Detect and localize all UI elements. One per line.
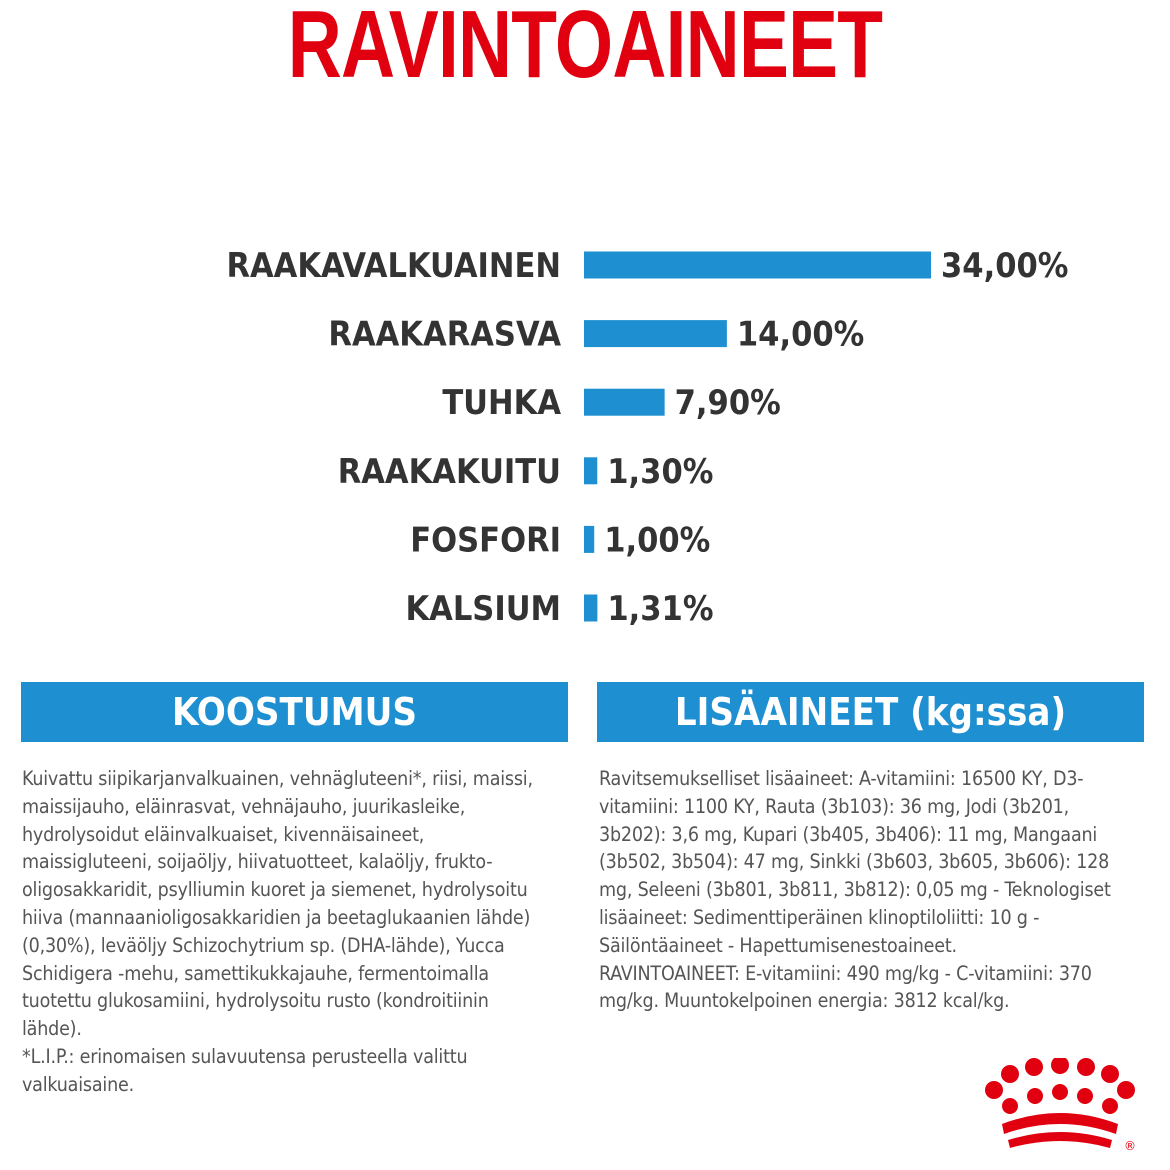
additives-text-block	[599, 765, 1139, 1015]
crown-base	[1008, 1132, 1112, 1148]
bar	[584, 526, 594, 553]
composition-header-label: KOOSTUMUS	[171, 690, 417, 734]
royal-canin-crown-logo-icon	[980, 1058, 1150, 1158]
bar	[584, 252, 931, 279]
category-label: RAAKAKUITU	[337, 451, 561, 492]
additives-nutrients: RAVINTOAINEET: E-vitamiini: 490 mg/kg - C-vitamiini: 370 mg/kg. Muuntokelpoinen energia: 3812 kcal/kg.	[599, 961, 1092, 1013]
composition-ingredients: Kuivattu siipikarjanvalkuainen, vehnägluteeni*, riisi, maissi, maissijauho, eläinrasvat, vehnäjauho, juurikasleike, hydrolysoidut eläinvalkuaiset, kivennäisaineet, maissigluteeni, soijaöljy, hiivatuotteet, kalaöljy, frukto-oligosakkaridit, psylliumin kuoret ja siemenet, hydrolysoitu hiiva (mannaanioligosakkaridien ja beetaglukaanien lähde) (0,30%), leväöljy Schizochytrium sp. (DHA-lähde), Yucca Schidigera -mehu, samettikukkajauhe, fermentoimalla tuotettu glukosamiini, hydrolysoitu rusto (kondroitiinin lähde).	[22, 767, 533, 1041]
category-label: RAAKAVALKUAINEN	[226, 246, 561, 286]
category-label: FOSFORI	[410, 520, 561, 561]
additives-list: Ravitsemukselliset lisäaineet: A-vitamiini: 16500 KY, D3-vitamiini: 1100 KY, Rauta (3b103): 36 mg, Jodi (3b201, 3b202): 3,6 mg, Kupari (3b405, 3b406): 11 mg, Mangaani (3b502, 3b504): 47 mg, Sinkki (3b603, 3b605, 3b606): 128 mg, Seleeni (3b801, 3b811, 3b812): 0,05 mg - Teknologiset lisäaineet: Sedimenttiperäinen klinoptiloliitti: 10 g - Säilöntäaineet - Hapettumisenestoaineet.	[599, 767, 1111, 957]
nutrient-bar-chart	[0, 225, 1170, 645]
value-label: 1,30%	[607, 451, 714, 492]
value-label: 14,00%	[736, 314, 865, 355]
value-label: 34,00%	[941, 246, 1069, 286]
page-title: RAVINTOAINEET	[287, 0, 883, 98]
category-label: KALSIUM	[405, 589, 561, 629]
additives-header-label: LISÄAINEET (kg:ssa)	[674, 690, 1067, 734]
category-label: RAAKARASVA	[328, 314, 561, 355]
value-label: 1,00%	[604, 520, 711, 561]
bar	[584, 595, 597, 622]
composition-footnote: *L.I.P.: erinomaisen sulavuutensa perusteella valittu valkuaisaine.	[22, 1044, 468, 1096]
composition-text-block	[22, 765, 552, 1099]
bar	[584, 389, 665, 416]
bar	[584, 457, 597, 484]
crown-band	[1002, 1113, 1118, 1134]
additives-header	[597, 682, 1144, 742]
value-label: 1,31%	[607, 589, 714, 629]
value-label: 7,90%	[674, 383, 781, 424]
bar	[584, 320, 727, 347]
category-label: TUHKA	[442, 383, 561, 424]
trademark-symbol: ®	[1124, 1139, 1136, 1153]
composition-header	[21, 682, 568, 742]
crown-dots	[985, 1058, 1135, 1114]
